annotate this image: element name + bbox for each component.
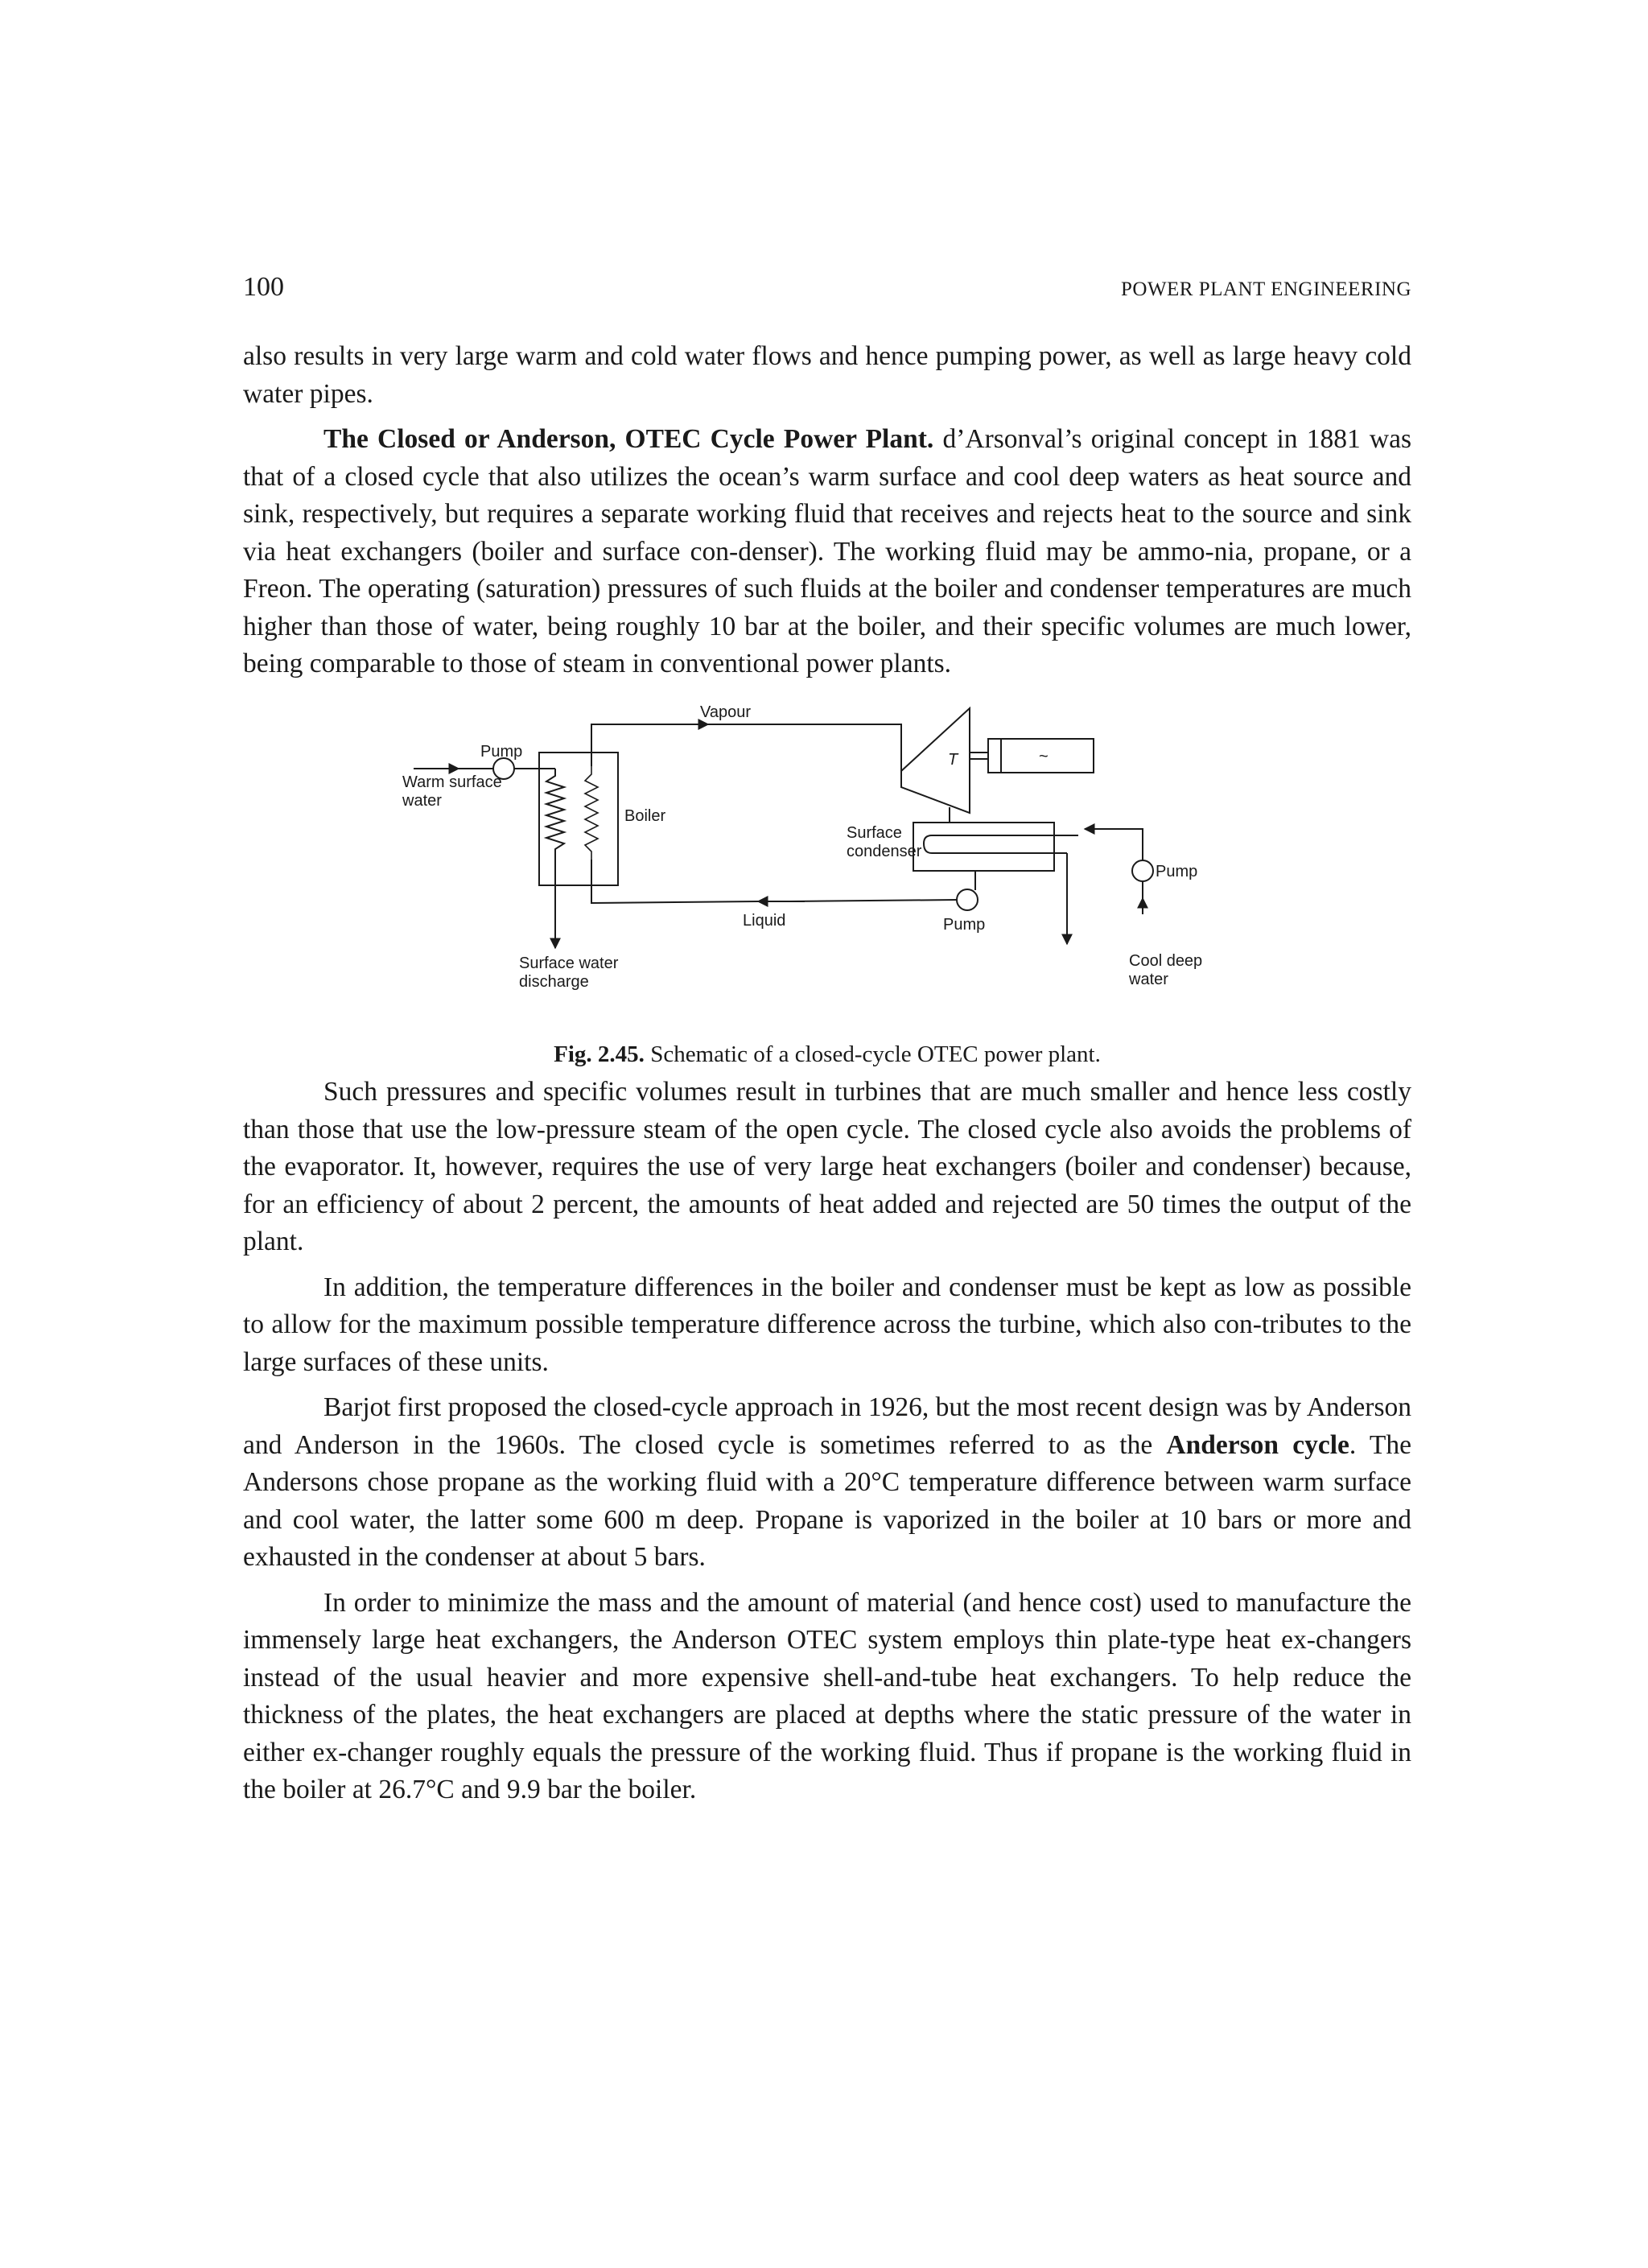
label-discharge-line2: discharge	[519, 973, 589, 991]
label-cool-deep: Cool deep	[1129, 952, 1203, 970]
running-head: POWER PLANT ENGINEERING	[1120, 278, 1411, 300]
label-turbine: T	[948, 751, 958, 769]
figure-caption-text: Schematic of a closed-cycle OTEC power plant.	[644, 1041, 1101, 1067]
turbine-icon	[901, 708, 970, 813]
label-cool-water: water	[1129, 971, 1168, 988]
boiler-box	[539, 753, 618, 885]
page-header	[243, 272, 1411, 312]
label-pump-top: Pump	[480, 743, 523, 761]
vapour-line	[591, 724, 901, 771]
paragraph-text: d’Arsonval’s original concept in 1881 was that of a closed cycle that also utilizes the ocean’s warm surface and cool deep waters as heat source and sink, respectively, but requires a separate working fluid that receives and rejects heat to the source and sink via heat exchangers (boiler and surface con-denser). The working fluid may be ammo-nia, propane, or a Freon. The operating (saturation) pressures of such fluids at the boiler and condenser temperatures are much higher than those of water, being roughly 10 bar at the boiler, and their specific volumes are much lower, being comparable to those of steam in conventional power plants.	[243, 424, 1412, 678]
liquid-return-line-a	[789, 900, 957, 901]
body-text-top	[243, 338, 1411, 691]
label-discharge-line1: Surface water	[519, 955, 619, 972]
paragraph-continuation: also results in very large warm and cold water flows and hence pumping power, as well as large heavy cold water pipes.	[243, 341, 1411, 409]
paragraph-pressures: Such pressures and specific volumes result in turbines that are much smaller and hence less costly than those that use the low-pressure steam of the open cycle. The closed cycle also avoids the problems of the evaporator. It, however, requires the use of very large heat exchangers (boiler and condenser) because, for an efficiency of about 2 percent, the amounts of heat added and rejected are 50 times the output of the plant.	[243, 1077, 1411, 1256]
figure-caption	[243, 1041, 1411, 1068]
paragraph-temperature-differences: In addition, the temperature differences in the boiler and condenser must be kept as low as possible to allow for the maximum possible temperature difference across the turbine, which also con-tributes to the large surfaces of these units.	[243, 1272, 1411, 1377]
warm-water-coil	[546, 769, 564, 885]
liquid-return-line-b	[591, 860, 758, 903]
label-vapour: Vapour	[700, 703, 752, 721]
paragraph-text-b: . The Andersons chose propane as the working fluid with a 20°C temperature difference between warm surface and cool water, the latter some 600 m deep. Propane is vaporized in the boiler at 10 bars or more and exhausted in the condenser at about 5 bars.	[243, 1429, 1411, 1572]
surface-condenser-box	[913, 823, 1054, 871]
paragraph-heat-exchangers: In order to minimize the mass and the amount of material (and hence cost) used to manufacture the immensely large heat exchangers, the Anderson OTEC system employs thin plate-type heat ex-changers instead of the usual heavier and more expensive shell-and-tube heat exchangers. To help reduce the thickness of the plates, the heat exchangers are placed at depths where the static pressure of the water in either ex-changer roughly equals the pressure of the working fluid. Thus if propane is the working fluid in the boiler at 26.7°C and 9.9 bar the boiler.	[243, 1587, 1411, 1804]
pump-to-condenser-line	[1110, 829, 1143, 860]
label-pump-bottom: Pump	[943, 916, 986, 934]
cool-water-pump-icon	[1132, 860, 1153, 881]
label-condenser-line2: condenser	[847, 843, 922, 860]
figure-number: Fig. 2.45.	[554, 1041, 645, 1067]
section-run-in-heading: The Closed or Anderson, OTEC Cycle Power Plant.	[323, 424, 934, 454]
term-anderson-cycle: Anderson cycle	[1166, 1429, 1349, 1460]
otec-schematic-figure	[386, 692, 1271, 1022]
working-fluid-coil	[585, 766, 598, 860]
label-warm-water: water	[402, 792, 442, 810]
label-boiler: Boiler	[624, 807, 666, 825]
label-liquid: Liquid	[743, 912, 786, 930]
paragraph-closed-cycle	[243, 421, 1411, 683]
label-condenser-line1: Surface	[847, 824, 902, 842]
body-text-bottom	[243, 1074, 1411, 1817]
paragraph-text-a: Barjot first proposed the closed-cycle approach in 1926, but the most recent design was by Anderson and Anderson in the 1960s. The closed cycle is sometimes referred to as the	[243, 1392, 1411, 1460]
condensate-pump-icon	[957, 889, 978, 910]
label-pump-right: Pump	[1156, 863, 1198, 880]
otec-schematic-diagram	[386, 692, 1271, 1022]
coupling-box	[988, 739, 1001, 773]
label-warm-surface: Warm surface	[402, 773, 502, 791]
paragraph-anderson-cycle	[243, 1389, 1411, 1577]
condenser-u-tube	[924, 835, 1078, 853]
generator-icon: ~	[1039, 748, 1049, 765]
page-number: 100	[243, 272, 284, 302]
